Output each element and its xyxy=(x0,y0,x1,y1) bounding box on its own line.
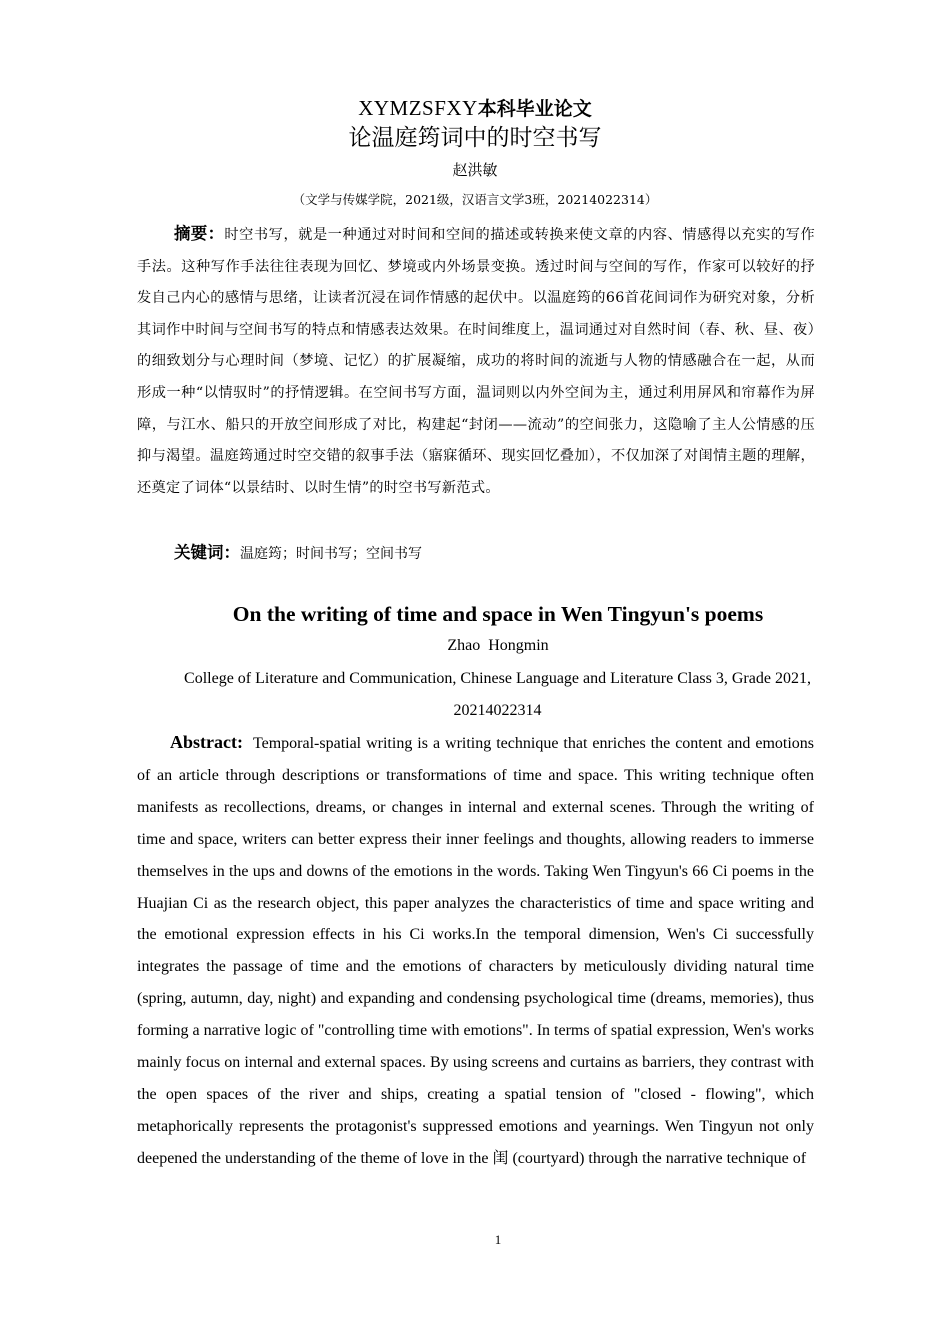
chinese-keywords-text: 温庭筠；时间书写；空间书写 xyxy=(240,546,422,562)
school-code: XYMZSFXY xyxy=(358,96,478,120)
chinese-abstract xyxy=(137,218,815,504)
chinese-affiliation: （文学与传媒学院，2021级，汉语言文学3班，20214022314） xyxy=(292,192,658,207)
english-title: On the writing of time and space in Wen Tingyun's poems xyxy=(232,602,764,626)
english-abstract xyxy=(137,727,814,1175)
thesis-header xyxy=(0,94,950,123)
chinese-keywords-label: 关键词： xyxy=(174,543,240,562)
chinese-abstract-text: 时空书写，就是一种通过对时间和空间的描述或转换来使文章的内容、情感得以充实的写作手法。这种写作手法往往表现为回忆、梦境或内外场景变换。透过时间与空间的写作，作家可以较好的抒发自己内心的感情与思绪，让读者沉浸在词作情感的起伏中。以温庭筠的66首花间词作为研究对象，分析其词作中时间与空间书写的特点和情感表达效果。在时间维度上，温词通过对自然时间（春、秋、昼、夜）的细致划分与心理时间（梦境、记忆）的扩展凝缩，成功的将时间的流逝与人物的情感融合在一起，从而形成一种“以情驭时”的抒情逻辑。在空间书写方面，温词则以内外空间为主，通过利用屏风和帘幕作为屏障，与江水、船只的开放空间形成了对比，构建起“封闭——流动”的空间张力，这隐喻了主人公情感的压抑与渴望。温庭筠通过时空交错的叙事手法（寤寐循环、现实回忆叠加），不仅加深了对闺情主题的理解，还奠定了词体“以景结时、以时生情”的时空书写新范式。 xyxy=(137,227,815,496)
thesis-type: 本科毕业论文 xyxy=(477,98,592,120)
english-author: Zhao Hongmin xyxy=(447,637,549,654)
chinese-keywords xyxy=(137,538,815,569)
english-abstract-text: Temporal-spatial writing is a writing technique that enriches the content and emotions of an article through descriptions or transformations of time and space. This writing technique often manifests as recollections, dreams, or changes in internal and external scenes. Through the writing of time and space, writers can better express their inner feelings and thoughts, allowing readers to immerse themselves in the ups and downs of the emotions in the words. Taking Wen Tingyun's 66 Ci poems in the Huajian Ci as the research object, this paper analyzes the characteristics of time and space writing and the emotional expression effects in his Ci works.In the temporal dimension, Wen's Ci successfully integrates the passage of time and the emotions of characters by meticulously dividing natural time (spring, autumn, day, night) and expanding and condensing psychological time (dreams, memories), thus forming a narrative logic of "controlling time with emotions". In terms of spatial expression, Wen's works mainly focus on internal and external spaces. By using screens and curtains as barriers, they contrast with the open spaces of the river and ships, creating a spatial tension of "closed - flowing", which metaphorically represents the protagonist's suppressed emotions and yearnings. Wen Tingyun not only deepened the understanding of the theme of love in the 闺 (courtyard) through the narrative technique of xyxy=(137,735,815,1167)
chinese-title: 论温庭筠词中的时空书写 xyxy=(348,125,602,151)
chinese-abstract-label: 摘要： xyxy=(174,224,225,243)
english-affiliation: College of Literature and Communication, Chinese Language and Literature Class 3, Grade 2021, 20214022314 xyxy=(184,670,811,719)
page-number: 1 xyxy=(494,1232,502,1247)
english-abstract-label: Abstract: xyxy=(170,732,243,752)
chinese-author: 赵洪敏 xyxy=(452,161,498,179)
